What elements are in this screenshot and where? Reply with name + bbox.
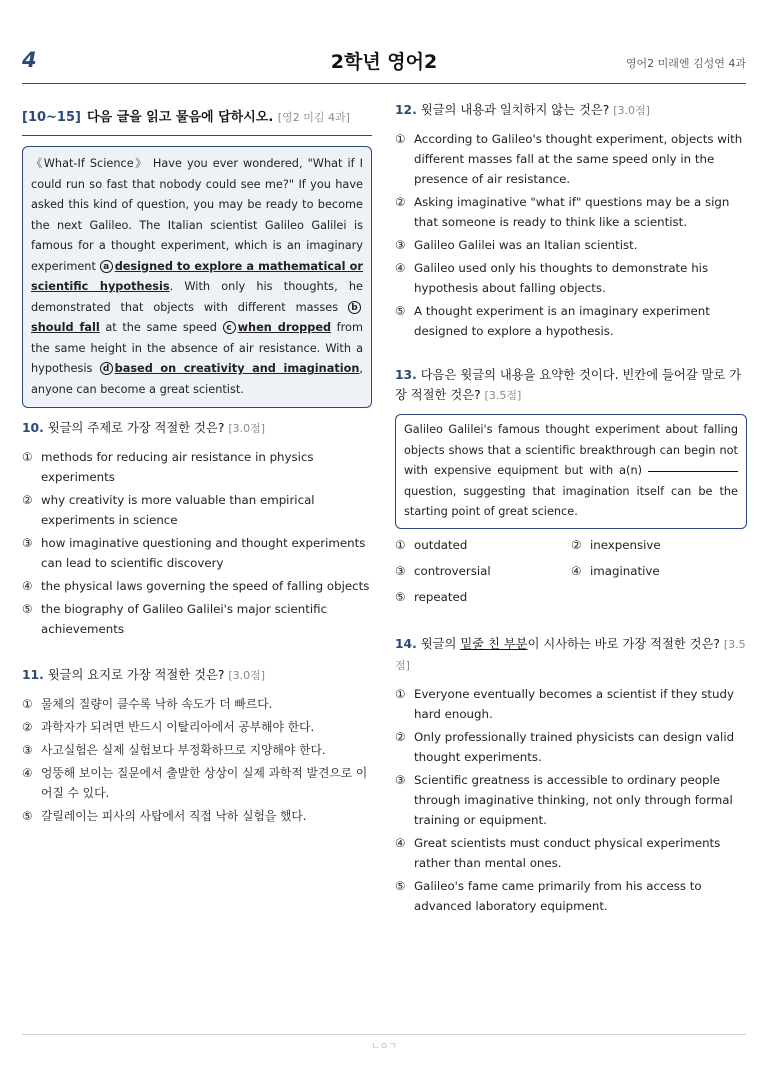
question-12-text: 윗글의 내용과 일치하지 않는 것은?	[420, 103, 610, 117]
question-14-underlined: 밑줄 친 부분	[460, 636, 528, 651]
question-13-option-4[interactable]	[571, 561, 747, 581]
group-source: [영2 미김 4과]	[277, 111, 350, 124]
option-text: Galileo's fame came primarily from his access to advanced laboratory equipment.	[414, 878, 702, 913]
circle-mark-d: d	[100, 362, 113, 375]
question-13-option-5[interactable]	[395, 587, 571, 607]
question-14-option-3[interactable]	[395, 770, 747, 830]
option-number: ③	[22, 536, 33, 550]
question-13-options	[395, 535, 747, 610]
question-12-option-1[interactable]	[395, 129, 747, 189]
option-number: ⑤	[22, 602, 33, 616]
question-12-points: [3.0점]	[613, 104, 650, 117]
question-10-option-3[interactable]	[22, 533, 372, 573]
question-12-options	[395, 129, 747, 341]
option-number: ④	[22, 579, 33, 593]
question-12-number: 12.	[395, 103, 417, 117]
question-14-option-1[interactable]	[395, 684, 747, 724]
question-10-option-5[interactable]	[22, 599, 372, 639]
option-number: ②	[571, 537, 582, 552]
page-title: 2학년 영어2	[330, 51, 438, 73]
option-text: Galileo used only his thoughts to demonstrate his hypothesis about falling objects.	[414, 261, 709, 295]
question-11-option-3[interactable]	[22, 740, 372, 760]
option-number: ②	[395, 729, 406, 744]
option-number: ①	[395, 686, 406, 701]
underlined-b: should fall	[31, 321, 100, 334]
option-text: 엉뚱해 보이는 질문에서 출발한 상상이 실제 과학적 발견으로 이어질 수 있다.	[41, 766, 368, 800]
question-13-option-2[interactable]	[571, 535, 747, 555]
passage-text-3: at the same speed	[99, 321, 223, 334]
option-text: 물체의 질량이 클수록 낙하 속도가 더 빠르다.	[41, 697, 273, 711]
question-range: [10~15]	[22, 110, 81, 125]
question-10-option-4[interactable]	[22, 576, 372, 596]
option-number: ②	[22, 493, 33, 507]
option-number: ⑤	[395, 589, 406, 604]
footer-mark: ㄴㅇㄱ	[370, 1042, 398, 1052]
question-13-option-3[interactable]	[395, 561, 571, 581]
option-number: ③	[22, 743, 33, 757]
question-12-option-2[interactable]	[395, 192, 747, 232]
question-14-points: [3.5점]	[395, 637, 746, 672]
underlined-d: based on creativity and imagination	[114, 362, 360, 375]
question-13	[395, 365, 747, 610]
option-text: Everyone eventually becomes a scientist if they study hard enough.	[414, 686, 734, 721]
option-number: ④	[22, 766, 33, 780]
option-number: ①	[22, 697, 33, 711]
summary-blank	[648, 471, 738, 472]
question-11	[22, 665, 372, 826]
option-number: ③	[395, 772, 406, 787]
option-number: ①	[395, 132, 406, 146]
option-text: Galileo Galilei was an Italian scientist.	[414, 238, 638, 252]
passage-text-1: 《What-If Science》 Have you ever wondered, "What if I could run so fast that nobody could see me?" If you have asked this kind of question, you may be ready to become the next Galileo. The Italian scientist Galileo Galilei is famous for a thought experiment, which is an imaginary experiment	[31, 157, 363, 273]
option-text: Great scientists must conduct physical experiments rather than mental ones.	[414, 835, 721, 870]
summary-text-1: Galileo Galilei's famous thought experiment about falling objects shows that a scientific breakthrough can begin not with expensive equipment but with a(n)	[404, 423, 738, 477]
question-10-option-1[interactable]	[22, 447, 372, 487]
right-column	[395, 100, 747, 919]
page-number: 4	[22, 48, 37, 72]
passage-text-5: , anyone can become a great scientist.	[31, 362, 364, 396]
question-14-number: 14.	[395, 636, 417, 651]
question-13-text: 다음은 윗글의 내용을 요약한 것이다. 빈칸에 들어갈 말로 가장 적절한 것은?	[395, 368, 742, 402]
circle-mark-b: b	[348, 301, 361, 314]
option-text: Scientific greatness is accessible to ordinary people through imaginative thinking, not only through formal training or equipment.	[414, 772, 733, 827]
question-13-points: [3.5점]	[484, 389, 522, 402]
question-10	[22, 418, 372, 639]
question-14-option-5[interactable]	[395, 876, 747, 916]
question-14	[395, 634, 747, 916]
option-number: ⑤	[395, 304, 406, 318]
option-text: outdated	[414, 537, 468, 552]
question-12-option-5[interactable]	[395, 301, 747, 341]
question-11-option-5[interactable]	[22, 806, 372, 826]
option-text: Asking imaginative "what if" questions may be a sign that someone is ready to think like a scientist.	[414, 195, 730, 229]
question-11-option-1[interactable]	[22, 694, 372, 714]
circle-mark-c: c	[223, 321, 236, 334]
option-text: how imaginative questioning and thought experiments can lead to scientific discovery	[41, 536, 366, 570]
question-12-stem	[395, 100, 747, 121]
option-number: ③	[395, 238, 406, 252]
question-12-option-3[interactable]	[395, 235, 747, 255]
question-11-points: [3.0점]	[228, 669, 266, 682]
question-11-text: 윗글의 요지로 가장 적절한 것은?	[47, 668, 225, 682]
question-11-stem	[22, 665, 372, 686]
question-14-stem	[395, 634, 747, 676]
summary-text-2: question, suggesting that imagination itself can be the starting point of great science.	[404, 484, 738, 518]
question-13-stem	[395, 365, 747, 406]
group-instruction: 다음 글을 읽고 물음에 답하시오.	[86, 110, 274, 125]
option-number: ①	[395, 537, 406, 552]
question-10-stem	[22, 418, 372, 439]
question-10-text: 윗글의 주제로 가장 적절한 것은?	[47, 421, 225, 435]
question-10-number: 10.	[22, 421, 44, 435]
option-text: controversial	[414, 563, 491, 578]
left-column	[22, 100, 372, 829]
page-header	[22, 44, 746, 84]
option-text: the physical laws governing the speed of falling objects	[41, 579, 370, 593]
option-number: ②	[22, 720, 33, 734]
option-number: ③	[395, 563, 406, 578]
option-number: ④	[571, 563, 582, 578]
question-11-options	[22, 694, 372, 826]
question-12-option-4[interactable]	[395, 258, 747, 298]
option-number: ①	[22, 450, 33, 464]
question-14-text-2: 이 시사하는 바로 가장 적절한 것은?	[527, 636, 720, 651]
question-13-option-1[interactable]	[395, 535, 571, 555]
question-11-number: 11.	[22, 668, 44, 682]
option-text: According to Galileo's thought experiment, objects with different masses fall at the same speed only in the presence of air resistance.	[414, 132, 743, 186]
option-text: 과학자가 되려면 반드시 이탈리아에서 공부해야 한다.	[41, 720, 315, 734]
option-text: inexpensive	[590, 537, 661, 552]
question-12	[395, 100, 747, 341]
option-text: the biography of Galileo Galilei's major scientific achievements	[41, 602, 328, 636]
reading-passage	[22, 146, 372, 408]
passage-text-4: from the same height in the absence of air resistance. With a hypothesis	[31, 321, 363, 375]
option-text: 사고실험은 실제 실험보다 부정확하므로 지양해야 한다.	[41, 743, 326, 757]
question-10-option-2[interactable]	[22, 490, 372, 530]
option-number: ④	[395, 835, 406, 850]
question-14-text-1: 윗글의	[420, 636, 461, 651]
question-14-option-4[interactable]	[395, 833, 747, 873]
option-text: Only professionally trained physicists can design valid thought experiments.	[414, 729, 735, 764]
underlined-a: designed to explore a mathematical or scientific hypothesis	[31, 259, 363, 293]
question-10-points: [3.0점]	[228, 422, 266, 435]
option-number: ②	[395, 195, 406, 209]
option-text: A thought experiment is an imaginary experiment designed to explore a hypothesis.	[414, 304, 710, 338]
option-text: methods for reducing air resistance in physics experiments	[41, 450, 314, 484]
question-11-option-4[interactable]	[22, 763, 372, 803]
option-number: ④	[395, 261, 406, 275]
question-14-option-2[interactable]	[395, 727, 747, 767]
question-14-options	[395, 684, 747, 916]
circle-mark-a: a	[100, 260, 113, 273]
option-number: ⑤	[22, 809, 33, 823]
option-text: 갈릴레이는 피사의 사탑에서 직접 낙하 실험을 했다.	[41, 809, 307, 823]
option-text: why creativity is more valuable than empirical experiments in science	[41, 493, 315, 527]
footer-divider	[22, 1034, 746, 1035]
question-11-option-2[interactable]	[22, 717, 372, 737]
option-number: ⑤	[395, 878, 406, 893]
summary-box	[395, 414, 747, 529]
question-10-options	[22, 447, 372, 639]
underlined-c: when dropped	[237, 321, 332, 334]
option-text: repeated	[414, 589, 468, 604]
page-subtitle: 영어2 미래엔 김성연 4과	[625, 57, 746, 70]
question-13-number: 13.	[395, 368, 417, 382]
passage-text-2: . With only his thoughts, he demonstrated that objects with different masses	[31, 280, 363, 314]
option-text: imaginative	[590, 563, 660, 578]
question-group-title	[22, 106, 372, 136]
